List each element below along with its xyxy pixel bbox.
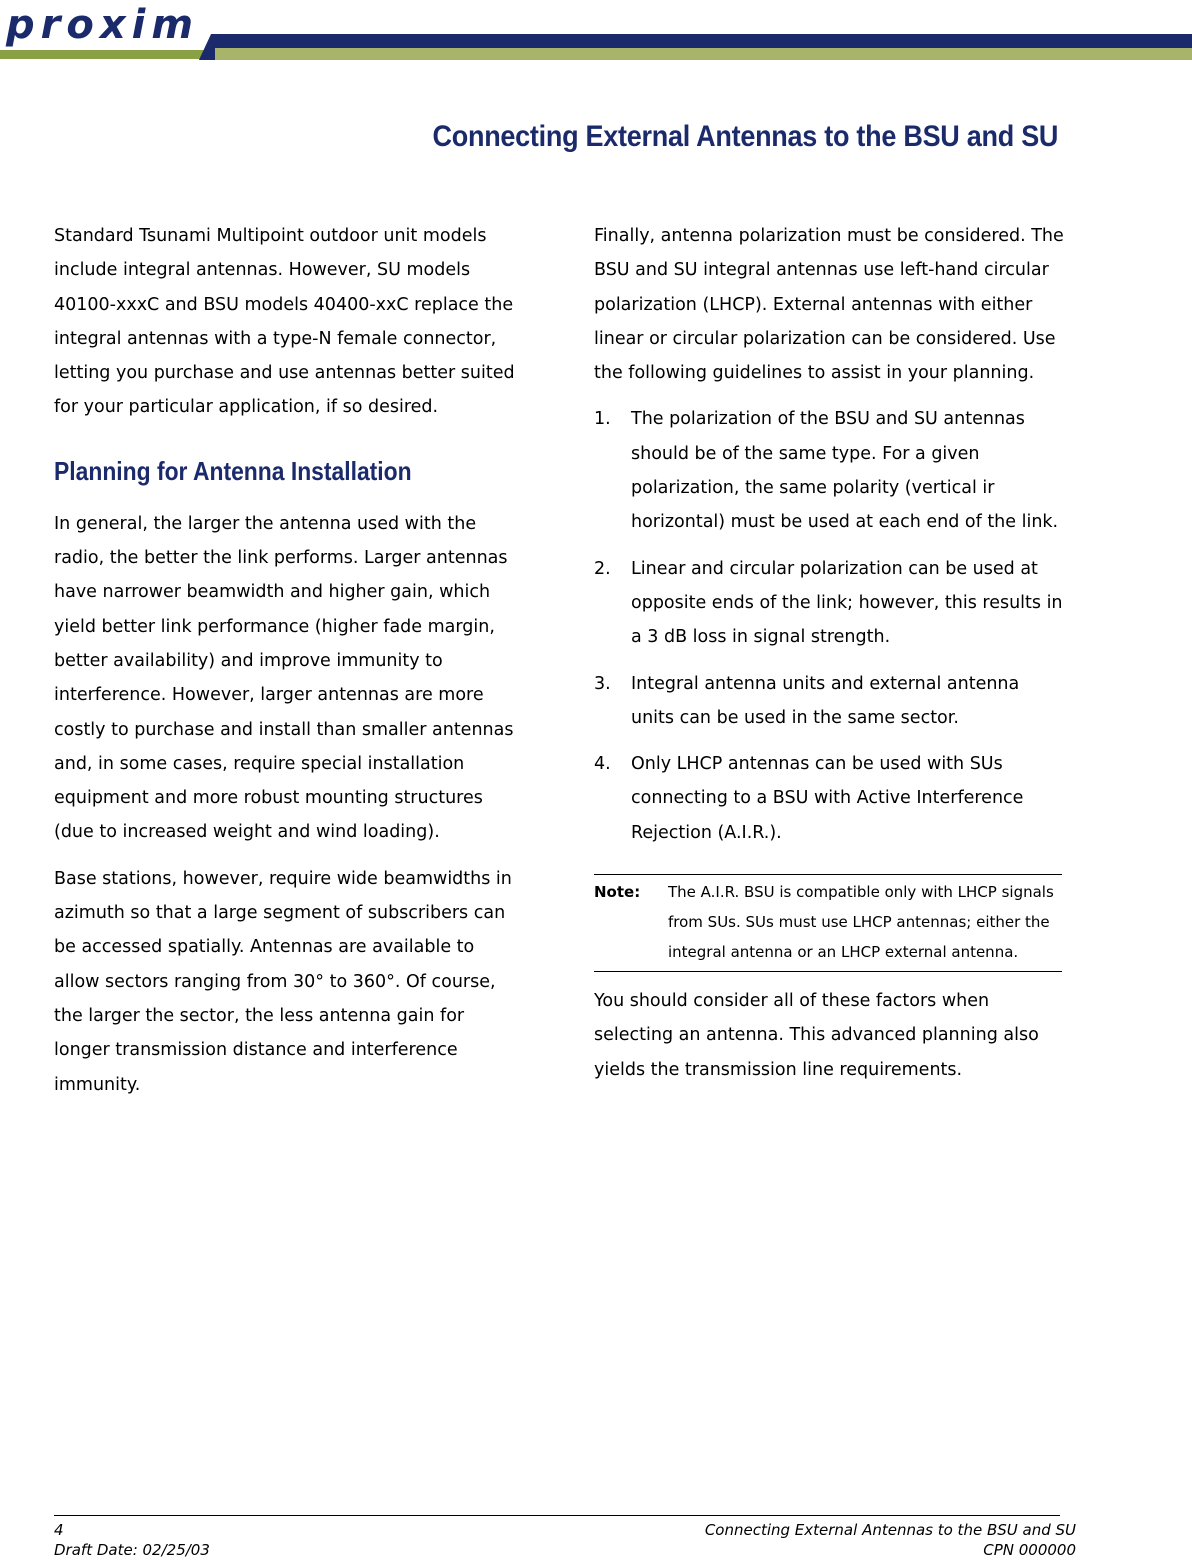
list-text: Only LHCP antennas can be used with SUs connecting to a BSU with Active Interference Rejection (A.I.R.).: [631, 754, 1024, 843]
base-station-paragraph: Base stations, however, require wide beamwidths in azimuth so that a large segment of subscribers can be accessed spatially. Antennas are available to allow sectors ranging from 30° to 360°. Of course, the larger the sector, the less antenna gain for longer transmission distance and interference immunity.: [54, 868, 512, 1095]
logo-wordmark: proxim: [6, 2, 200, 48]
left-column: [54, 219, 524, 1114]
draft-date: Draft Date: 02/25/03: [54, 1541, 210, 1559]
intro-paragraph: Standard Tsunami Multipoint outdoor unit models include integral antennas. However, SU models 40100-xxxC and BSU models 40400-xxC replace the integral antennas with a type-N female connector, letting you purchase and use antennas better suited for your particular application, if so desired.: [54, 226, 515, 418]
section-heading: Planning for Antenna Installation: [54, 455, 412, 486]
footer-cpn: CPN 000000: [983, 1541, 1076, 1559]
list-text: The polarization of the BSU and SU antennas should be of the same type. For a given polarization, the same polarity (vertical ir horizontal) must be used at each end of the link.: [631, 409, 1059, 533]
page-title: Connecting External Antennas to the BSU and SU: [432, 120, 1058, 153]
guidelines-list: [594, 402, 1066, 850]
proxim-logo: [0, 0, 215, 60]
header-band-olive: [215, 48, 1192, 60]
list-number: 4.: [594, 754, 611, 775]
footer-section-title: Connecting External Antennas to the BSU and SU: [704, 1521, 1076, 1539]
logo-underline: [0, 50, 210, 59]
footer-divider: [54, 1515, 1060, 1516]
list-item: [594, 402, 1066, 539]
right-column: [594, 219, 1066, 1099]
header-band-navy: [215, 34, 1192, 48]
list-item: [594, 667, 1066, 736]
list-number: 1.: [594, 409, 611, 430]
antenna-size-paragraph: In general, the larger the antenna used with the radio, the better the link performs. Larger antennas have narrower beamwidth and higher gain, which yield better link performance (higher fade margin, better availability) and improve immunity to interference. However, larger antennas are more costly to purchase and install than smaller antennas and, in some cases, require special installation equipment and more robust mounting structures (due to increased weight and wind loading).: [54, 513, 514, 843]
closing-paragraph: You should consider all of these factors when selecting an antenna. This advanced planning also yields the transmission line requirements.: [594, 991, 1039, 1080]
list-item: [594, 747, 1066, 850]
list-number: 3.: [594, 673, 611, 694]
list-text: Linear and circular polarization can be used at opposite ends of the link; however, this results in a 3 dB loss in signal strength.: [631, 558, 1063, 648]
polarization-paragraph: Finally, antenna polarization must be considered. The BSU and SU integral antennas use left-hand circular polarization (LHCP). External antennas with either linear or circular polarization can be considered. Use the following guidelines to assist in your planning.: [594, 226, 1064, 384]
note-label: Note:: [594, 883, 641, 902]
list-number: 2.: [594, 558, 611, 579]
page-number: 4: [54, 1521, 64, 1539]
note-text: The A.I.R. BSU is compatible only with LHCP signals from SUs. SUs must use LHCP antennas; either the integral antenna or an LHCP external antenna.: [668, 883, 1054, 962]
list-item: [594, 552, 1066, 655]
list-text: Integral antenna units and external antenna units can be used in the same sector.: [631, 673, 1020, 728]
note-box: [594, 874, 1062, 972]
